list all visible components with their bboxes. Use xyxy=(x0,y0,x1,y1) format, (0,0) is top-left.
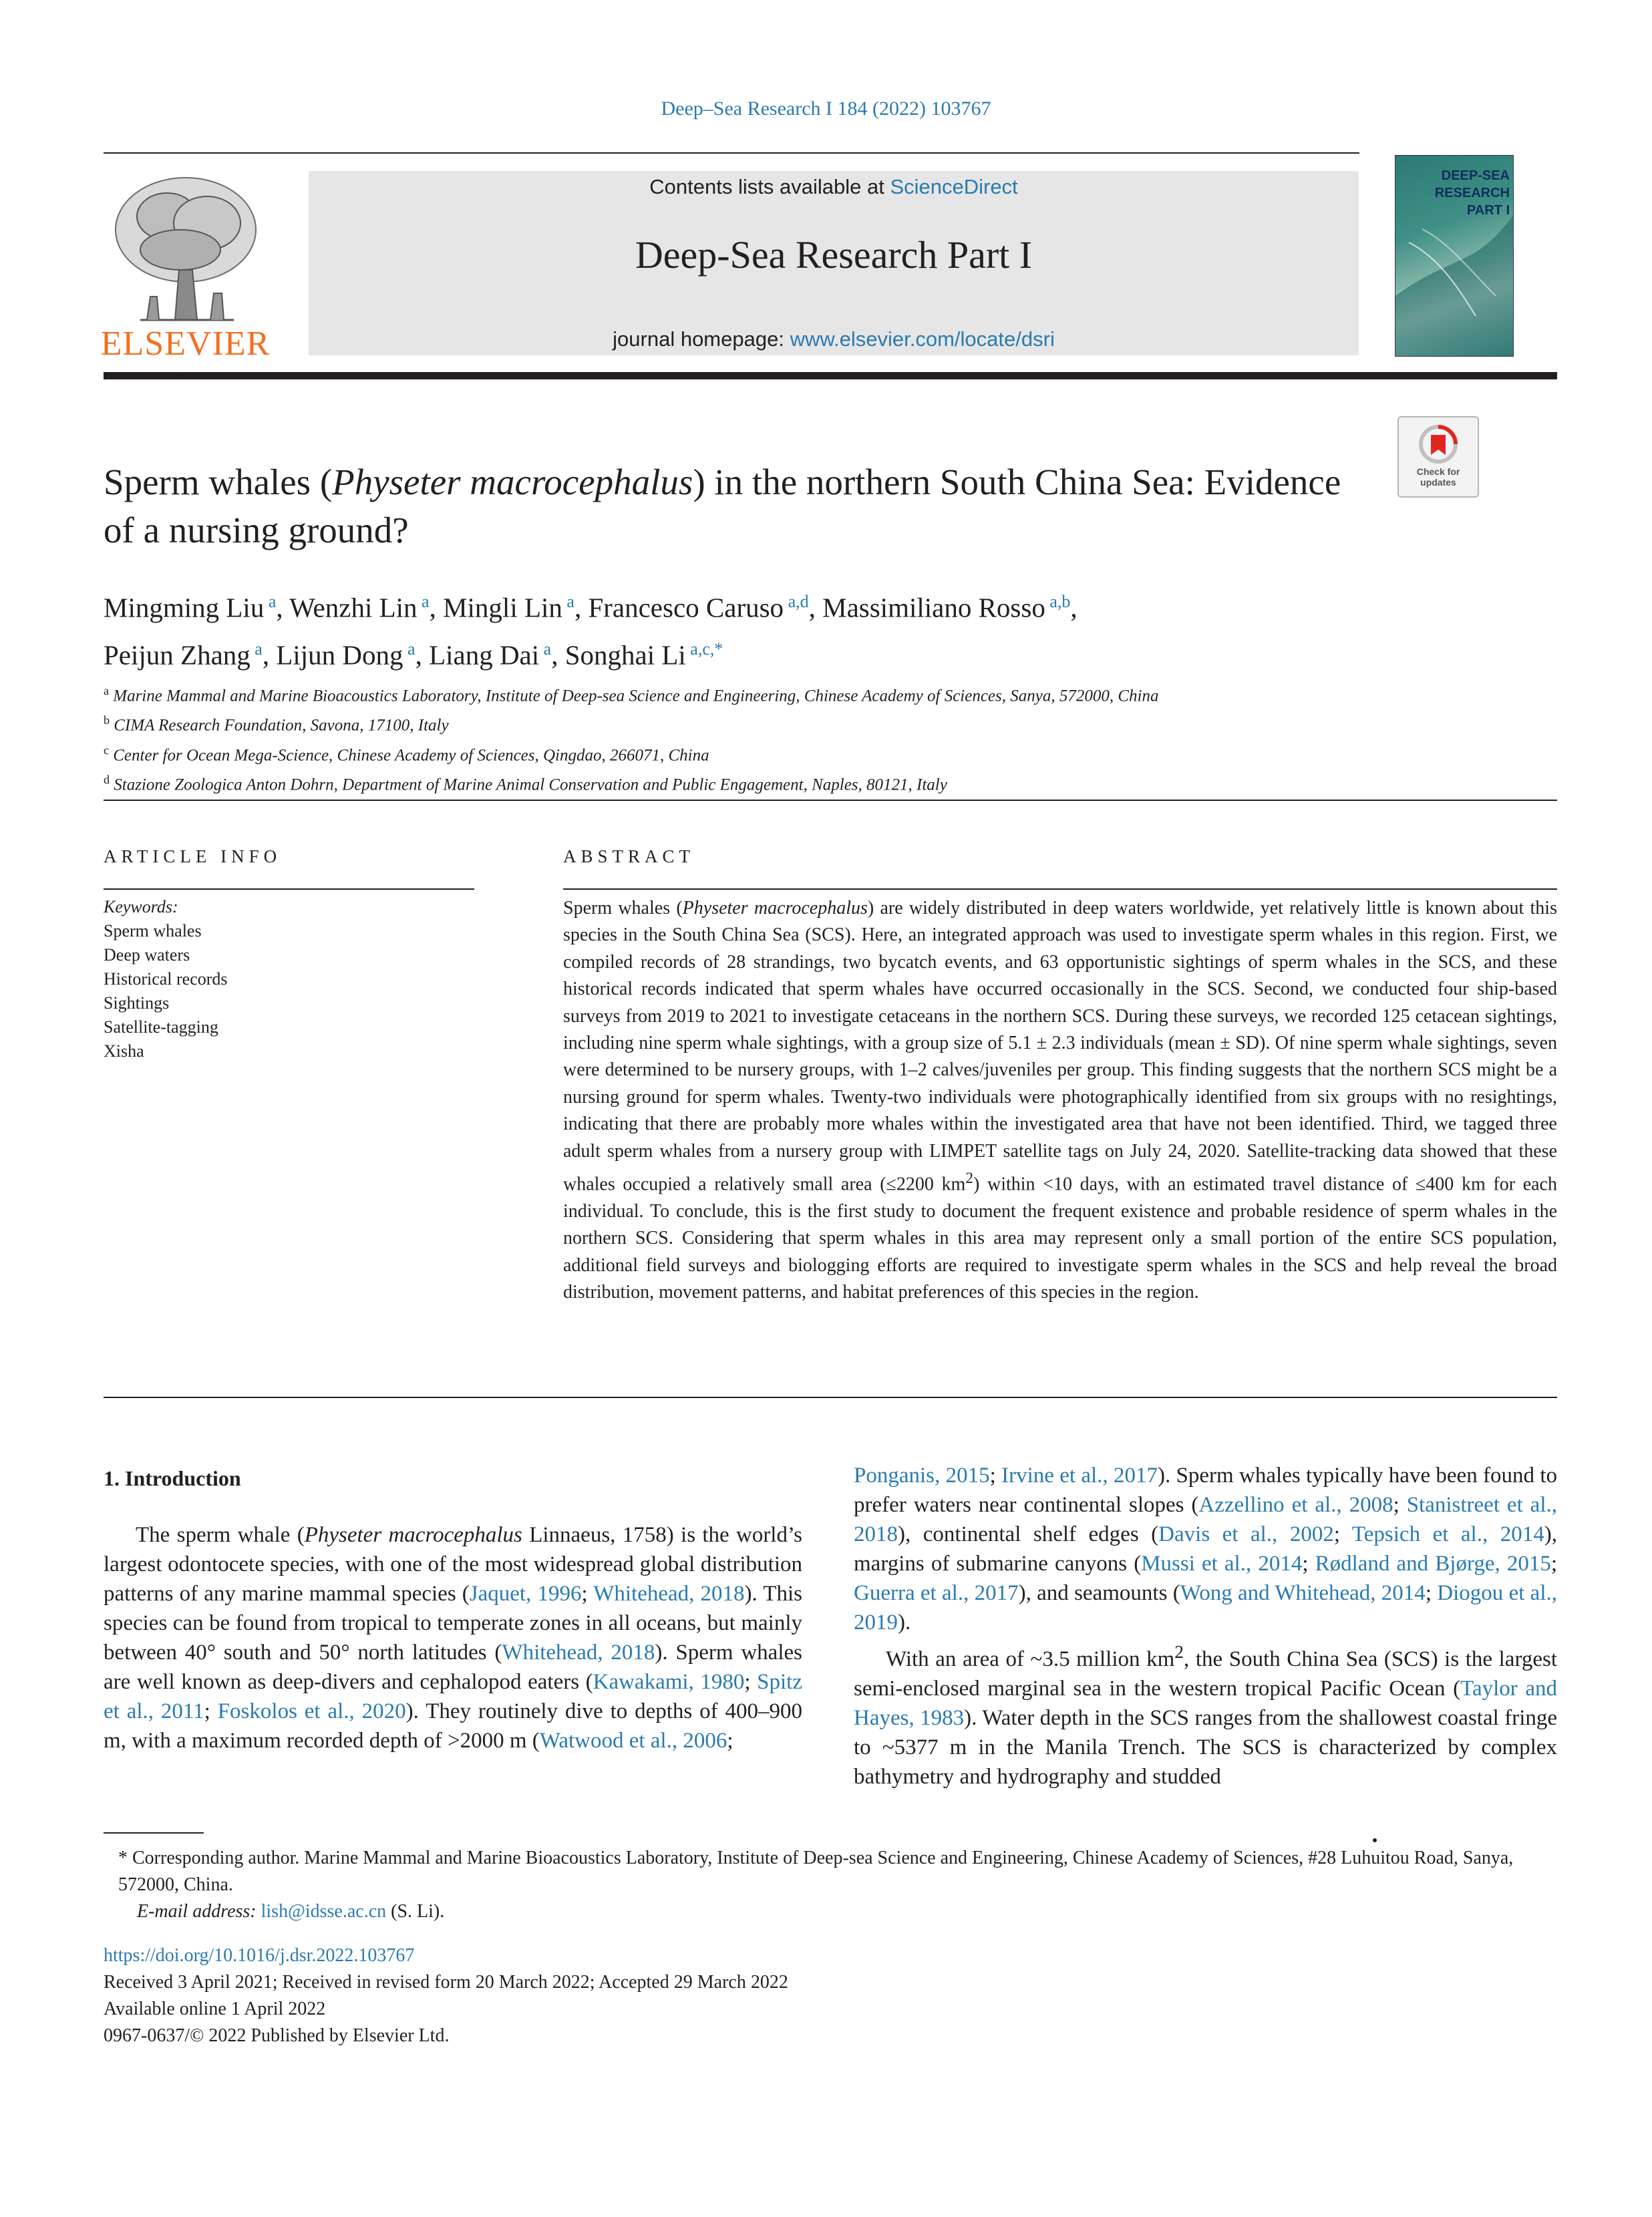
affiliation-marker[interactable]: a,d xyxy=(784,592,809,611)
header-divider xyxy=(104,152,1359,154)
check-for-updates-button[interactable] xyxy=(1397,416,1479,498)
sciencedirect-link[interactable]: ScienceDirect xyxy=(890,175,1018,198)
body-text: ). xyxy=(898,1610,911,1635)
abstract-seg: Sperm whales ( xyxy=(563,898,683,918)
check-updates-icon xyxy=(1399,417,1478,496)
author-name[interactable]: Songhai Li xyxy=(564,639,686,671)
keyword-item: Satellite-tagging xyxy=(104,1017,218,1037)
body-text: ; xyxy=(744,1670,758,1694)
email-link[interactable]: lish@idsse.ac.cn xyxy=(261,1901,387,1922)
intro-right-column xyxy=(854,1461,1557,1792)
body-text: ; xyxy=(1393,1493,1407,1517)
header-thick-rule xyxy=(104,372,1557,379)
author-name[interactable]: Massimiliano Rosso xyxy=(822,592,1045,623)
journal-citation[interactable]: Deep–Sea Research I 184 (2022) 103767 xyxy=(661,98,991,120)
affiliation-marker[interactable]: a xyxy=(264,592,277,611)
author-name[interactable]: Liang Dai xyxy=(429,639,540,671)
article-info-heading: ARTICLE INFO xyxy=(104,846,282,866)
title-part-2: ) in the northern South China Sea: Evidence of a nursing ground? xyxy=(104,462,1341,550)
affiliation-item xyxy=(104,708,1557,737)
abstract-seg: ) within <10 days, with an estimated travel distance of ≤400 km for each individual. To conclude, this is the first study to document the frequent existence and probable residence of sperm whales in the northern SCS. Considering that sperm whales in this area may represent only a small portion of the entire SCS population, additional field surveys and biologging efforts are required to investigate sperm whales in the SCS and help reveal the broad distribution, movement patterns, and habitat preferences of this species in the region. xyxy=(563,1174,1557,1303)
email-line xyxy=(104,1898,1557,1925)
citation-link[interactable]: Wong and Whitehead, 2014 xyxy=(1180,1581,1426,1605)
email-suffix: (S. Li). xyxy=(386,1901,445,1922)
body-text: With an area of ~3.5 million km xyxy=(886,1647,1175,1671)
copyright: 0967-0637/© 2022 Published by Elsevier Ltd. xyxy=(104,2025,450,2046)
citation-link[interactable]: Diogou et al., 2019 xyxy=(854,1581,1557,1635)
contents-line xyxy=(309,175,1359,199)
species-name: Physeter macrocephalus xyxy=(304,1523,522,1547)
abstract-heading: ABSTRACT xyxy=(563,846,695,866)
intro-paragraph xyxy=(854,1637,1557,1792)
affiliation-item xyxy=(104,738,1557,768)
keyword-item: Sperm whales xyxy=(104,921,202,941)
citation-link[interactable]: Irvine et al., 2017 xyxy=(1001,1464,1158,1488)
journal-homepage-link[interactable]: www.elsevier.com/locate/dsri xyxy=(790,327,1055,351)
doi-link[interactable]: https://doi.org/10.1016/j.dsr.2022.103767 xyxy=(104,1945,415,1966)
corresponding-author-text: * Corresponding author. Marine Mammal and Marine Bioacoustics Laboratory, Institute of Deep-sea Science and Engineering, Chinese Academy of Sciences, #28 Luhuitou Road, Sanya, 572000, China. xyxy=(118,1848,1514,1895)
author-list: Mingming Liu $^a$, Wenzhi Lin $^a$, Mingli Lin $^a$, Francesco Caruso $^{a,d}$, Massimiliano Rosso $^{a,b}$, Peijun Zhang $^a$, Lijun Dong $^a$, Liang Dai $^a$, Songhai Li $^{a,c,*}$ xyxy=(104,592,1078,671)
body-text: ). Sperm whales typically have been found to prefer waters near continental slopes ( xyxy=(854,1464,1558,1517)
author-name[interactable]: Peijun Zhang xyxy=(104,639,251,671)
homepage-prefix: journal homepage: xyxy=(613,327,790,351)
abstract-species-name: Physeter macrocephalus xyxy=(682,898,868,918)
elsevier-wordmark: ELSEVIER xyxy=(100,325,271,363)
abstract-seg: ) are widely distributed in deep waters worldwide, yet relatively little is known about this species in the South China Sea (SCS). Here, an integrated approach was used to investigate sperm whales in this region. First, we compiled records of 28 strandings, two bycatch events, and 63 opportunistic sightings of sperm whales in the SCS, and these historical records indicated that sperm whales have occurred occasionally in the SCS. Second, we conducted four ship-based surveys from 2019 to 2021 to investigate cetaceans in the northern SCS. During these surveys, we recorded 125 cetacean sightings, including nine sperm whale sightings, with a group size of 5.1 ± 2.3 individuals (mean ± SD). Of nine sperm whale sightings, seven were determined to be nursery groups, with 1–2 calves/juveniles per group. This finding suggests that the northern SCS might be a nursing ground for sperm whales. Twenty-two individuals were photographically identified from six groups with no resightings, indicating that there are probably more whales within the investigated area that have not been identified. Third, we tagged three adult sperm whales from a nursery group with LIMPET satellite tags on July 24, 2020. Satellite-tracking data showed that these whales occupied a relatively small area (≤2200 km xyxy=(563,898,1557,1195)
section-divider xyxy=(104,1397,1557,1398)
affiliation-key: d xyxy=(104,772,110,786)
corresponding-author-footnote xyxy=(104,1845,1557,1925)
citation-link[interactable]: Rødland and Bjørge, 2015 xyxy=(1315,1552,1551,1576)
article-title xyxy=(104,458,1373,554)
citation-link[interactable]: Tepsich et al., 2014 xyxy=(1351,1522,1544,1546)
author-name[interactable]: Mingming Liu xyxy=(104,592,265,623)
body-text: Linnaeus, 1758) is the world’s largest odontocete species, with one of the most widespread global distribution patterns of any marine mammal species ( xyxy=(104,1523,802,1606)
citation-link[interactable]: Davis et al., 2002 xyxy=(1158,1522,1334,1546)
citation-link[interactable]: Jaquet, 1996 xyxy=(469,1582,582,1606)
keyword-item: Sightings xyxy=(104,993,170,1013)
footnote-rule xyxy=(104,1832,204,1834)
keyword-item: Deep waters xyxy=(104,945,190,965)
affiliation-text: Stazione Zoologica Anton Dohrn, Department of Marine Animal Conservation and Public Engagement, Naples, 80121, Italy xyxy=(110,776,947,794)
keywords-label: Keywords: xyxy=(104,897,178,916)
keywords-block xyxy=(104,895,478,1063)
citation-link[interactable]: Kawakami, 1980 xyxy=(593,1670,745,1694)
affiliation-marker[interactable]: a xyxy=(562,592,574,611)
abstract-text xyxy=(563,895,1557,1306)
body-text: ). Sperm whales are well known as deep-divers and cephalopod eaters ( xyxy=(104,1641,802,1694)
body-text: ; xyxy=(1333,1522,1352,1546)
stray-dot xyxy=(1373,1838,1377,1842)
affiliation-item xyxy=(104,679,1557,708)
affiliation-marker[interactable]: a,b xyxy=(1045,592,1071,611)
svg-text:updates: updates xyxy=(1420,477,1456,488)
citation-link[interactable]: Taylor and Hayes, 1983 xyxy=(854,1677,1557,1730)
affiliation-marker[interactable]: a xyxy=(417,592,430,611)
body-text: ; xyxy=(1425,1581,1438,1605)
publication-info xyxy=(104,1942,1557,2049)
body-text: ), continental shelf edges ( xyxy=(898,1522,1159,1546)
affiliation-key: a xyxy=(104,684,109,697)
affiliation-key: b xyxy=(104,713,110,727)
keyword-item: Historical records xyxy=(104,969,228,989)
contents-prefix: Contents lists available at xyxy=(649,175,890,198)
body-text: ; xyxy=(204,1699,218,1723)
homepage-line xyxy=(309,327,1359,351)
body-text: The sperm whale ( xyxy=(136,1523,305,1547)
body-text: ; xyxy=(1302,1552,1315,1576)
affiliation-marker[interactable]: a xyxy=(539,639,552,659)
citation-link[interactable]: Mussi et al., 2014 xyxy=(1141,1552,1303,1576)
citation-link[interactable]: Spitz et al., 2011 xyxy=(104,1670,802,1723)
citation-link[interactable]: Stanistreet et al., 2018 xyxy=(854,1493,1557,1546)
citation-link[interactable]: Foskolos et al., 2020 xyxy=(217,1699,406,1723)
affiliation-marker[interactable]: a xyxy=(250,639,263,659)
citation-link[interactable]: Whitehead, 2018 xyxy=(593,1582,745,1606)
intro-left-column xyxy=(104,1520,802,1755)
available-online: Available online 1 April 2022 xyxy=(104,1999,326,2019)
body-text: ; xyxy=(727,1729,733,1753)
citation-link[interactable]: Guerra et al., 2017 xyxy=(854,1581,1019,1605)
email-label: E-mail address: xyxy=(137,1901,261,1922)
body-text: ), and seamounts ( xyxy=(1018,1581,1180,1605)
body-text: , the South China Sea (SCS) is the largest semi-enclosed marginal sea in the western tropical Pacific Ocean ( xyxy=(854,1647,1558,1701)
article-info-rule xyxy=(104,888,474,890)
journal-name: Deep-Sea Research Part I xyxy=(635,233,1033,277)
author-name[interactable]: Francesco Caruso xyxy=(588,592,784,623)
superscript: 2 xyxy=(1174,1641,1184,1662)
introduction-heading: 1. Introduction xyxy=(104,1466,241,1490)
affiliation-text: Marine Mammal and Marine Bioacoustics Laboratory, Institute of Deep-sea Science and Engineering, Chinese Academy of Sciences, Sanya, 572000, China xyxy=(109,687,1159,705)
citation-link[interactable]: Whitehead, 2018 xyxy=(502,1641,655,1665)
affiliation-key: c xyxy=(104,743,109,757)
body-text: ). This species can be found from tropical to temperate zones in all oceans, but mainly between 40° south and 50° north latitudes ( xyxy=(104,1582,802,1665)
title-species-name: Physeter macrocephalus xyxy=(332,462,693,502)
keyword-item: Xisha xyxy=(104,1041,144,1061)
affiliation-marker[interactable]: a,c,* xyxy=(685,639,723,659)
received-dates: Received 3 April 2021; Received in revised form 20 March 2022; Accepted 29 March 2022 xyxy=(104,1972,788,1993)
citation-link[interactable]: Azzellino et al., 2008 xyxy=(1198,1493,1393,1517)
section-divider xyxy=(104,800,1557,801)
body-text: ; xyxy=(581,1582,594,1606)
body-text: ; xyxy=(1550,1552,1558,1576)
body-text: ). Water depth in the SCS ranges from the shallowest coastal fringe to ~5377 m in the Manila Trench. The SCS is characterized by complex bathymetry and hydrography and studded xyxy=(854,1706,1558,1789)
affiliation-marker[interactable]: a xyxy=(403,639,416,659)
affiliation-text: CIMA Research Foundation, Savona, 17100, Italy xyxy=(110,716,449,735)
author-name[interactable]: Mingli Lin xyxy=(443,592,562,623)
svg-text:Check for: Check for xyxy=(1416,466,1460,477)
citation-link[interactable]: Watwood et al., 2006 xyxy=(539,1729,727,1753)
author-name[interactable]: Lijun Dong xyxy=(276,639,403,671)
affiliation-list xyxy=(104,679,1557,797)
affiliation-text: Center for Ocean Mega-Science, Chinese Academy of Sciences, Qingdao, 266071, China xyxy=(109,745,709,764)
body-text: ). They routinely dive to depths of 400–900 m, with a maximum recorded depth of >2000 m ( xyxy=(104,1699,803,1753)
abstract-rule xyxy=(563,888,1557,890)
author-name[interactable]: Wenzhi Lin xyxy=(289,592,418,623)
citation-link[interactable]: Ponganis, 2015 xyxy=(854,1464,990,1488)
abstract-superscript: 2 xyxy=(965,1170,974,1188)
body-text: ; xyxy=(989,1464,1002,1488)
cover-title: DEEP-SEA RESEARCH PART I xyxy=(1434,168,1510,218)
body-text: ), margins of submarine canyons ( xyxy=(854,1522,1557,1576)
intro-paragraph xyxy=(854,1461,1557,1637)
affiliation-item xyxy=(104,768,1557,797)
title-part-1: Sperm whales ( xyxy=(104,462,333,502)
